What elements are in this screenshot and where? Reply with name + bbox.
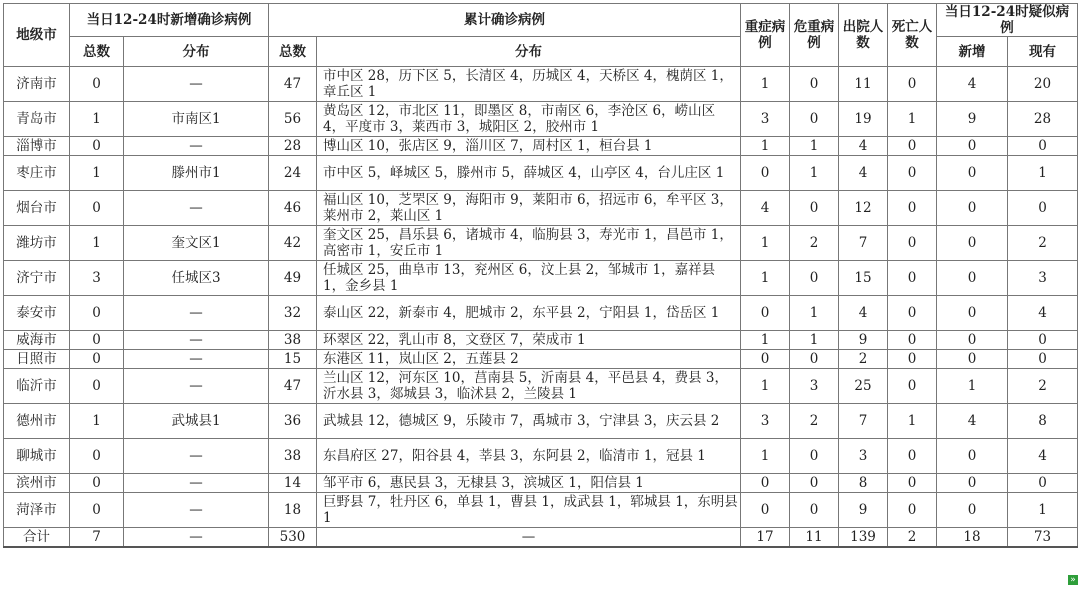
city-cell: 烟台市 [4,191,70,226]
cumulative-total-cell: 47 [269,369,317,404]
critical-cell: 0 [790,439,839,474]
new-total-cell: 0 [70,331,124,350]
cumulative-total-cell: 18 [269,493,317,528]
table-row [4,439,1078,474]
discharged-cell: 25 [839,369,888,404]
total-severe-cell: 17 [741,528,790,547]
deaths-cell: 0 [888,261,937,296]
discharged-cell: 3 [839,439,888,474]
new-total-cell: 0 [70,439,124,474]
suspected-current-cell: 0 [1008,137,1078,156]
suspected-new-cell: 0 [937,191,1008,226]
header-cumulative-total: 总数 [269,37,317,67]
critical-cell: 1 [790,296,839,331]
cumulative-distribution-cell: 武城县 12，德城区 9，乐陵市 7，禹城市 3，宁津县 3，庆云县 2 [317,404,741,439]
deaths-cell: 1 [888,102,937,137]
cumulative-distribution-cell: 博山区 10，张店区 9，淄川区 7，周村区 1，桓台县 1 [317,137,741,156]
discharged-cell: 11 [839,67,888,102]
header-cumulative-group: 累计确诊病例 [269,4,741,37]
suspected-current-cell: 2 [1008,226,1078,261]
new-total-cell: 0 [70,137,124,156]
severe-cell: 4 [741,191,790,226]
critical-cell: 0 [790,261,839,296]
severe-cell: 3 [741,102,790,137]
table-row [4,261,1078,296]
city-cell: 青岛市 [4,102,70,137]
table-row [4,67,1078,102]
new-distribution-cell: — [124,296,269,331]
total-new-distribution-cell: — [124,528,269,547]
suspected-current-cell: 0 [1008,191,1078,226]
new-total-cell: 3 [70,261,124,296]
critical-cell: 1 [790,156,839,191]
header-city: 地级市 [4,4,70,67]
total-city-cell: 合计 [4,528,70,547]
new-distribution-cell: 市南区1 [124,102,269,137]
header-suspected-group: 当日12-24时疑似病例 [937,4,1078,37]
total-suspected-current-cell: 73 [1008,528,1078,547]
city-cell: 泰安市 [4,296,70,331]
deaths-cell: 0 [888,191,937,226]
discharged-cell: 9 [839,493,888,528]
new-total-cell: 0 [70,296,124,331]
total-suspected-new-cell: 18 [937,528,1008,547]
cumulative-total-cell: 46 [269,191,317,226]
total-cumulative-total-cell: 530 [269,528,317,547]
cumulative-distribution-cell: 任城区 25，曲阜市 13，兖州区 6，汶上县 2，邹城市 1，嘉祥县 1，金乡县 1 [317,261,741,296]
table-row [4,102,1078,137]
table-row [4,226,1078,261]
total-deaths-cell: 2 [888,528,937,547]
new-distribution-cell: — [124,331,269,350]
new-distribution-cell: — [124,493,269,528]
cumulative-distribution-cell: 巨野县 7，牡丹区 6，单县 1，曹县 1，成武县 1，郓城县 1，东明县 1 [317,493,741,528]
severe-cell: 0 [741,350,790,369]
discharged-cell: 15 [839,261,888,296]
discharged-cell: 19 [839,102,888,137]
new-total-cell: 0 [70,493,124,528]
cumulative-distribution-cell: 东港区 11，岚山区 2，五莲县 2 [317,350,741,369]
suspected-new-cell: 0 [937,439,1008,474]
critical-cell: 1 [790,137,839,156]
new-total-cell: 1 [70,226,124,261]
suspected-new-cell: 4 [937,404,1008,439]
suspected-new-cell: 4 [937,67,1008,102]
city-cell: 日照市 [4,350,70,369]
critical-cell: 0 [790,493,839,528]
header-severe: 重症病例 [741,4,790,67]
city-cell: 潍坊市 [4,226,70,261]
suspected-current-cell: 0 [1008,474,1078,493]
cumulative-total-cell: 49 [269,261,317,296]
new-distribution-cell: — [124,474,269,493]
critical-cell: 0 [790,350,839,369]
deaths-cell: 0 [888,493,937,528]
suspected-new-cell: 0 [937,261,1008,296]
deaths-cell: 1 [888,404,937,439]
discharged-cell: 7 [839,226,888,261]
suspected-current-cell: 3 [1008,261,1078,296]
cumulative-distribution-cell: 市中区 28，历下区 5，长清区 4，历城区 4，天桥区 4，槐荫区 1，章丘区 1 [317,67,741,102]
suspected-new-cell: 0 [937,296,1008,331]
critical-cell: 2 [790,226,839,261]
table-row [4,156,1078,191]
cumulative-distribution-cell: 环翠区 22，乳山市 8，文登区 7，荣成市 1 [317,331,741,350]
critical-cell: 0 [790,191,839,226]
cumulative-total-cell: 36 [269,404,317,439]
city-cell: 滨州市 [4,474,70,493]
table-body [4,67,1078,547]
deaths-cell: 0 [888,439,937,474]
city-cell: 临沂市 [4,369,70,404]
city-cell: 聊城市 [4,439,70,474]
header-discharged: 出院人数 [839,4,888,67]
suspected-current-cell: 8 [1008,404,1078,439]
discharged-cell: 4 [839,296,888,331]
cumulative-total-cell: 42 [269,226,317,261]
suspected-new-cell: 0 [937,137,1008,156]
table-row [4,191,1078,226]
city-cell: 德州市 [4,404,70,439]
suspected-new-cell: 0 [937,474,1008,493]
deaths-cell: 0 [888,369,937,404]
suspected-new-cell: 0 [937,493,1008,528]
severe-cell: 1 [741,137,790,156]
suspected-new-cell: 0 [937,226,1008,261]
new-distribution-cell: 奎文区1 [124,226,269,261]
cumulative-distribution-cell: 兰山区 12，河东区 10，莒南县 5，沂南县 4，平邑县 4，费县 3，沂水县 3，郯城县 3，临沭县 2，兰陵县 1 [317,369,741,404]
city-cell: 威海市 [4,331,70,350]
new-total-cell: 1 [70,404,124,439]
header-critical: 危重病例 [790,4,839,67]
suspected-current-cell: 1 [1008,156,1078,191]
table-row [4,474,1078,493]
deaths-cell: 0 [888,137,937,156]
table-row [4,369,1078,404]
cumulative-distribution-cell: 市中区 5，峄城区 5，滕州市 5，薛城区 4，山亭区 4，台儿庄区 1 [317,156,741,191]
new-total-cell: 1 [70,102,124,137]
total-row [4,528,1078,547]
deaths-cell: 0 [888,296,937,331]
discharged-cell: 12 [839,191,888,226]
suspected-current-cell: 2 [1008,369,1078,404]
suspected-current-cell: 0 [1008,331,1078,350]
cumulative-distribution-cell: 福山区 10，芝罘区 9，海阳市 9，莱阳市 6，招远市 6，牟平区 3，莱州市 2，莱山区 1 [317,191,741,226]
critical-cell: 0 [790,102,839,137]
header-cumulative-distribution: 分布 [317,37,741,67]
cumulative-total-cell: 14 [269,474,317,493]
suspected-new-cell: 0 [937,331,1008,350]
suspected-current-cell: 28 [1008,102,1078,137]
new-distribution-cell: 滕州市1 [124,156,269,191]
critical-cell: 0 [790,67,839,102]
table-row [4,493,1078,528]
severe-cell: 1 [741,331,790,350]
suspected-new-cell: 0 [937,156,1008,191]
new-total-cell: 0 [70,350,124,369]
covid-cases-table [3,3,1078,548]
cumulative-total-cell: 38 [269,331,317,350]
header-new-total: 总数 [70,37,124,67]
table-row [4,331,1078,350]
cumulative-total-cell: 28 [269,137,317,156]
cumulative-distribution-cell: 邹平市 6，惠民县 3，无棣县 3，滨城区 1，阳信县 1 [317,474,741,493]
cumulative-total-cell: 47 [269,67,317,102]
city-cell: 菏泽市 [4,493,70,528]
table-row [4,404,1078,439]
table-row [4,350,1078,369]
discharged-cell: 9 [839,331,888,350]
new-distribution-cell: — [124,137,269,156]
suspected-current-cell: 20 [1008,67,1078,102]
expand-icon[interactable]: » [1068,575,1078,585]
cumulative-total-cell: 24 [269,156,317,191]
new-distribution-cell: 任城区3 [124,261,269,296]
suspected-current-cell: 0 [1008,350,1078,369]
deaths-cell: 0 [888,226,937,261]
discharged-cell: 4 [839,156,888,191]
city-cell: 淄博市 [4,137,70,156]
suspected-current-cell: 4 [1008,439,1078,474]
header-new-group: 当日12-24时新增确诊病例 [70,4,269,37]
suspected-new-cell: 9 [937,102,1008,137]
deaths-cell: 0 [888,331,937,350]
cumulative-distribution-cell: 黄岛区 12，市北区 11，即墨区 8，市南区 6，李沧区 6，崂山区 4，平度市 3，莱西市 3，城阳区 2，胶州市 1 [317,102,741,137]
deaths-cell: 0 [888,67,937,102]
cumulative-total-cell: 38 [269,439,317,474]
deaths-cell: 0 [888,474,937,493]
severe-cell: 1 [741,369,790,404]
discharged-cell: 7 [839,404,888,439]
table-row [4,296,1078,331]
severe-cell: 1 [741,261,790,296]
table-row [4,137,1078,156]
header-suspected-current: 现有 [1008,37,1078,67]
discharged-cell: 8 [839,474,888,493]
severe-cell: 1 [741,439,790,474]
new-total-cell: 0 [70,191,124,226]
severe-cell: 0 [741,474,790,493]
cumulative-total-cell: 56 [269,102,317,137]
total-discharged-cell: 139 [839,528,888,547]
cumulative-total-cell: 32 [269,296,317,331]
new-distribution-cell: — [124,67,269,102]
cumulative-total-cell: 15 [269,350,317,369]
city-cell: 济宁市 [4,261,70,296]
new-distribution-cell: 武城县1 [124,404,269,439]
city-cell: 济南市 [4,67,70,102]
new-total-cell: 0 [70,67,124,102]
deaths-cell: 0 [888,350,937,369]
cumulative-distribution-cell: 奎文区 25，昌乐县 6，诸城市 4，临朐县 3，寿光市 1，昌邑市 1，高密市 1，安丘市 1 [317,226,741,261]
total-new-total-cell: 7 [70,528,124,547]
critical-cell: 0 [790,474,839,493]
cumulative-distribution-cell: 泰山区 22，新泰市 4，肥城市 2，东平县 2，宁阳县 1，岱岳区 1 [317,296,741,331]
discharged-cell: 4 [839,137,888,156]
header-new-distribution: 分布 [124,37,269,67]
new-distribution-cell: — [124,350,269,369]
suspected-current-cell: 4 [1008,296,1078,331]
city-cell: 枣庄市 [4,156,70,191]
severe-cell: 1 [741,226,790,261]
new-total-cell: 1 [70,156,124,191]
header-deaths: 死亡人数 [888,4,937,67]
total-critical-cell: 11 [790,528,839,547]
new-distribution-cell: — [124,439,269,474]
header-suspected-new: 新增 [937,37,1008,67]
cumulative-distribution-cell: 东昌府区 27，阳谷县 4，莘县 3，东阿县 2，临清市 1，冠县 1 [317,439,741,474]
severe-cell: 0 [741,296,790,331]
critical-cell: 3 [790,369,839,404]
new-total-cell: 0 [70,369,124,404]
suspected-current-cell: 1 [1008,493,1078,528]
suspected-new-cell: 1 [937,369,1008,404]
critical-cell: 1 [790,331,839,350]
severe-cell: 3 [741,404,790,439]
severe-cell: 0 [741,493,790,528]
severe-cell: 1 [741,67,790,102]
total-cumulative-distribution-cell: — [317,528,741,547]
new-distribution-cell: — [124,191,269,226]
critical-cell: 2 [790,404,839,439]
new-total-cell: 0 [70,474,124,493]
suspected-new-cell: 0 [937,350,1008,369]
discharged-cell: 2 [839,350,888,369]
new-distribution-cell: — [124,369,269,404]
deaths-cell: 0 [888,156,937,191]
severe-cell: 0 [741,156,790,191]
